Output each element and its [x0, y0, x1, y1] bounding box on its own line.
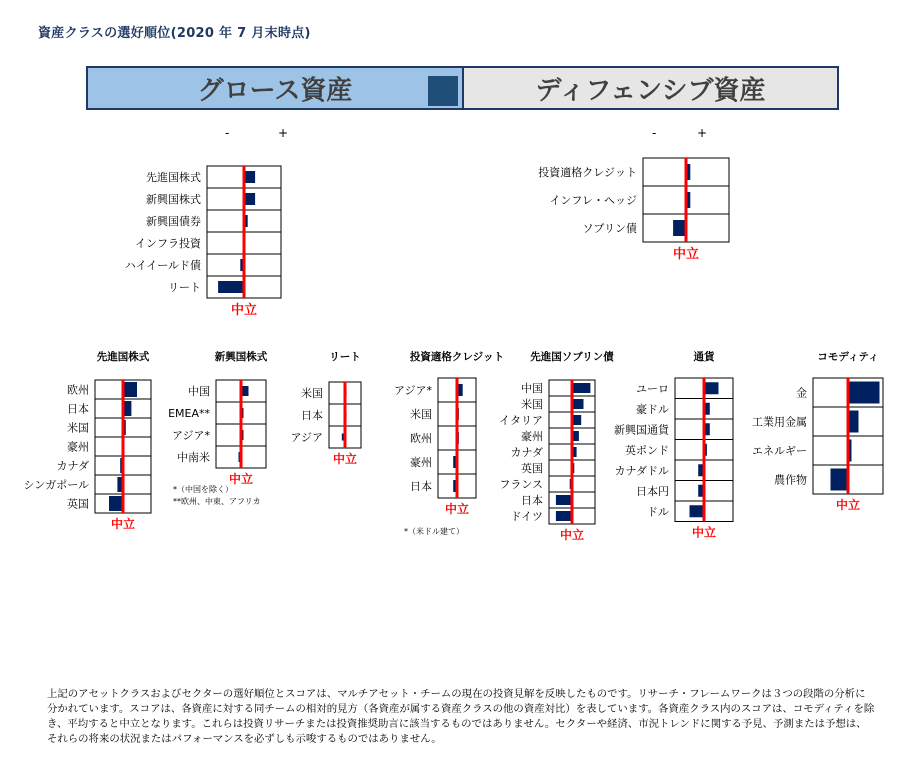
bar-8 — [556, 495, 572, 505]
category-label: ユーロ — [636, 382, 669, 396]
category-label: 中南米 — [177, 451, 210, 465]
category-label: ドル — [647, 505, 669, 519]
neutral-label: 中立 — [332, 452, 358, 466]
category-label: フランス — [499, 478, 543, 492]
category-label: アジア — [290, 431, 323, 445]
neutral-label: 中立 — [110, 517, 136, 531]
category-label: 米国 — [67, 421, 89, 435]
neutral-label: 中立 — [672, 247, 700, 262]
category-label: 豪州 — [67, 440, 89, 454]
footnote: 上記のアセットクラスおよびセクターの選好順位とスコアは、マルチアセット・チームの現在の投資見解を反映したものです。リサーチ・フレームワークは３つの段階の分析に分かれています。スコアは、各資産に対する同チームの相対的見方（各資産が属する資産クラスの他の資産対比）を表しています。各資産クラス内のスコアは、コモディティを除き、平均すると中立となります。これらは投資リサーチまたは投資推奨助言に該当するものではありません。セクターや経済、市況トレンドに関する予見、予測または予想は、それらの将来の状況またはパフォーマンスを必ずしも示唆するものではありません。 — [47, 688, 875, 745]
category-label: 中国 — [521, 382, 543, 396]
bar-7 — [690, 505, 705, 517]
bar-9 — [556, 511, 572, 521]
growth-minus-label: - — [225, 126, 230, 140]
chart-title: 先進国ソブリン債 — [530, 351, 614, 363]
neutral-label: 中立 — [835, 498, 861, 512]
category-label: エネルギー — [752, 444, 807, 458]
category-label: アジア* — [171, 429, 210, 443]
category-label: 豪州 — [521, 430, 543, 444]
chart-title: リート — [329, 351, 361, 363]
neutral-label: 中立 — [559, 528, 585, 542]
bar-1 — [704, 382, 719, 394]
category-label: 新興国通貨 — [614, 423, 669, 437]
defensive-minus-label: - — [652, 126, 657, 140]
category-label: 豪州 — [410, 456, 432, 470]
category-label: 日本円 — [636, 484, 669, 498]
category-label: 農作物 — [774, 473, 807, 487]
em-equity-note-1: *（中国を除く） — [173, 485, 233, 494]
page-title: 資産クラスの選好順位(2020 年 7 月末時点) — [38, 26, 311, 41]
category-label: 欧州 — [410, 432, 432, 446]
category-label: インフラ投資 — [135, 237, 201, 251]
defensive-plus-label: + — [697, 126, 708, 140]
reit-chart — [280, 0, 370, 470]
category-label: 先進国株式 — [146, 171, 201, 185]
defensive-assets-header: ディフェンシブ資産 — [462, 66, 839, 110]
bar-2 — [572, 399, 584, 409]
category-label: 中国 — [188, 385, 210, 399]
ig-credit-note: *（米ドル建て） — [404, 527, 464, 536]
em-equity-chart — [160, 0, 280, 490]
chart-title: 通貨 — [693, 351, 715, 363]
category-label: 英国 — [67, 497, 89, 511]
commodity-chart — [720, 0, 900, 520]
chart-title: 投資適格クレジット — [409, 351, 505, 363]
category-label: 米国 — [301, 387, 323, 401]
category-label: アジア* — [393, 384, 432, 398]
bar-1 — [572, 383, 590, 393]
category-label: イタリア — [499, 414, 543, 428]
neutral-label: 中立 — [228, 472, 254, 486]
category-label: 日本 — [410, 480, 432, 494]
category-label: 米国 — [410, 408, 432, 422]
category-label: シンガポール — [23, 478, 89, 492]
currency-chart — [590, 0, 740, 545]
category-label: 金 — [796, 386, 807, 400]
bar-1 — [123, 382, 137, 397]
dm-sovereign-chart — [480, 0, 614, 550]
category-label: 米国 — [521, 398, 543, 412]
category-label: リート — [168, 281, 201, 295]
bar-7 — [109, 496, 123, 511]
category-label: ドイツ — [510, 510, 543, 524]
category-label: 工業用金属 — [752, 415, 807, 429]
category-label: インフレ・ヘッジ — [549, 194, 637, 208]
growth-assets-header: グロース資産 — [86, 66, 464, 110]
category-label: 日本 — [301, 409, 323, 423]
chart-title: 先進国株式 — [96, 351, 150, 363]
growth-plus-label: + — [278, 126, 289, 140]
bar-1 — [848, 382, 880, 404]
neutral-label: 中立 — [230, 303, 258, 318]
category-label: 日本 — [67, 402, 89, 416]
category-label: 欧州 — [67, 383, 89, 397]
bar-2 — [848, 411, 859, 433]
em-equity-note-2: **欧州、中東、アフリカ — [173, 497, 261, 506]
category-label: カナダ — [510, 446, 543, 460]
category-label: ハイイールド債 — [124, 259, 201, 273]
category-label: 新興国株式 — [146, 193, 201, 207]
category-label: カナダドル — [614, 464, 669, 478]
category-label: ソブリン債 — [582, 222, 637, 236]
dm-equity-chart — [0, 0, 160, 540]
neutral-label: 中立 — [691, 525, 717, 540]
category-label: 英ポンド — [625, 443, 669, 457]
neutral-label: 中立 — [444, 502, 470, 516]
chart-title: 新興国株式 — [214, 351, 268, 363]
category-label: 投資適格クレジット — [538, 166, 637, 180]
bar-4 — [831, 469, 849, 491]
chart-title: コモディティ — [817, 351, 879, 363]
category-label: 新興国債券 — [146, 215, 201, 229]
category-label: EMEA** — [168, 407, 210, 421]
category-label: カナダ — [56, 459, 89, 473]
category-label: 日本 — [521, 494, 543, 508]
category-label: 豪ドル — [636, 402, 669, 416]
category-label: 英国 — [521, 462, 543, 476]
